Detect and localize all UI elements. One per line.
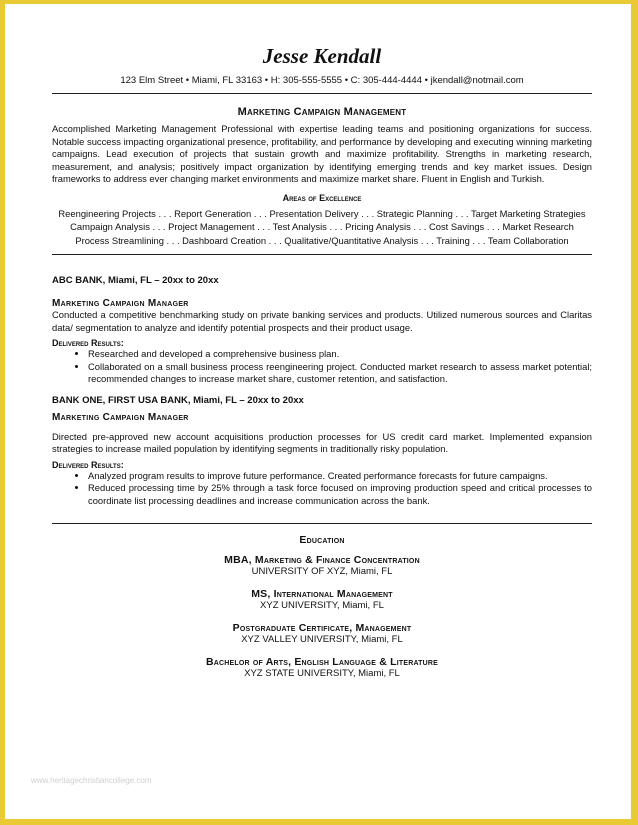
skills-line: Reengineering Projects . . . Report Generation . . . Presentation Delivery . . . Strategic Planning . . . Target Marketing Strategies (58, 207, 586, 219)
education-title: Education (299, 534, 345, 546)
section-divider (52, 254, 592, 255)
candidate-name: Jesse Kendall (262, 44, 382, 68)
education-entry (52, 622, 592, 645)
skills-line: Process Streamlining . . . Dashboard Creation . . . Qualitative/Quantitative Analysis . . . Training . . . Team Collaboration (75, 234, 569, 246)
result-item: • Analyzed program results to improve future performance. Created performance forecasts for future campaigns. (88, 470, 592, 483)
job-title: Marketing Campaign Manager (52, 298, 189, 309)
results-list (52, 470, 592, 508)
job-description: Conducted a competitive benchmarking study on private banking services and products. Utilized numerous sources and Claritas data/ segmentation to analyze and identify potential prospects and their product usage. (52, 309, 592, 333)
summary-text: Accomplished Marketing Management Professional with expertise leading teams and positioning organizations for success. Notable success impacting organizational presence, profitability, and performance by developing and executing winning marketing campaigns. Lead execution of projects that sustain growth and maximize profitability. Strengths in marketing research, measurement, and analysis; positively impact organization by identifying emerging trends and key market issues. Design frameworks to address ever changing market environments and maximize market share. Fluent in English and Turkish. (52, 123, 592, 184)
result-item: • Collaborated on a small business process reengineering project. Conducted market research to assess market potential; recommended changes to increase market share, customer retention, and satisfaction. (88, 361, 592, 386)
degree-name: Postgraduate Certificate, Management (232, 622, 412, 634)
watermark: www.heritagechristiancollege.com (31, 776, 152, 785)
job-employer: BANK ONE, FIRST USA BANK, Miami, FL – 20xx to 20xx (52, 394, 304, 406)
job-entry (52, 395, 592, 508)
job-entry (52, 275, 592, 386)
results-label: Delivered Results: (52, 459, 124, 470)
skills-list (52, 207, 592, 248)
section-divider (52, 523, 592, 524)
results-list (52, 348, 592, 386)
resume-content (52, 44, 592, 679)
school-name: XYZ STATE UNIVERSITY, Miami, FL (244, 668, 400, 679)
school-name: XYZ VALLEY UNIVERSITY, Miami, FL (241, 634, 403, 645)
education-entry (52, 656, 592, 679)
skills-title: Areas of Excellence (282, 192, 362, 203)
job-title: Marketing Campaign Manager (52, 411, 189, 423)
contact-info: 123 Elm Street • Miami, FL 33163 • H: 305-555-5555 • C: 305-444-4444 • jkendall@notmail.com (120, 75, 524, 86)
job-employer: ABC BANK, Miami, FL – 20xx to 20xx (52, 275, 219, 286)
header-divider (52, 93, 592, 94)
result-item: • Researched and developed a comprehensive business plan. (88, 348, 592, 361)
school-name: UNIVERSITY OF XYZ, Miami, FL (251, 566, 393, 577)
degree-name: Bachelor of Arts, English Language & Literature (205, 656, 439, 668)
school-name: XYZ UNIVERSITY, Miami, FL (260, 600, 384, 611)
education-entry (52, 554, 592, 577)
summary-title: Marketing Campaign Management (237, 106, 407, 118)
skills-line: Campaign Analysis . . . Project Management . . . Test Analysis . . . Pricing Analysis . . . Cost Savings . . . Market Research (70, 221, 574, 232)
result-item: • Reduced processing time by 25% through a task force focused on improving production speed and critical processes to coordinate list processing deadlines and increase communication across the bank. (88, 482, 592, 507)
job-description: Directed pre-approved new account acquisitions production processes for US credit card market. Implemented expansion strategies to increase mailed population by identifying segments in traditionally risky population. (52, 430, 592, 454)
degree-name: MBA, Marketing & Finance Concentration (224, 554, 420, 566)
results-label: Delivered Results: (52, 338, 124, 348)
education-entry (52, 588, 592, 611)
resume-page (5, 4, 631, 819)
degree-name: MS, International Management (251, 588, 393, 600)
